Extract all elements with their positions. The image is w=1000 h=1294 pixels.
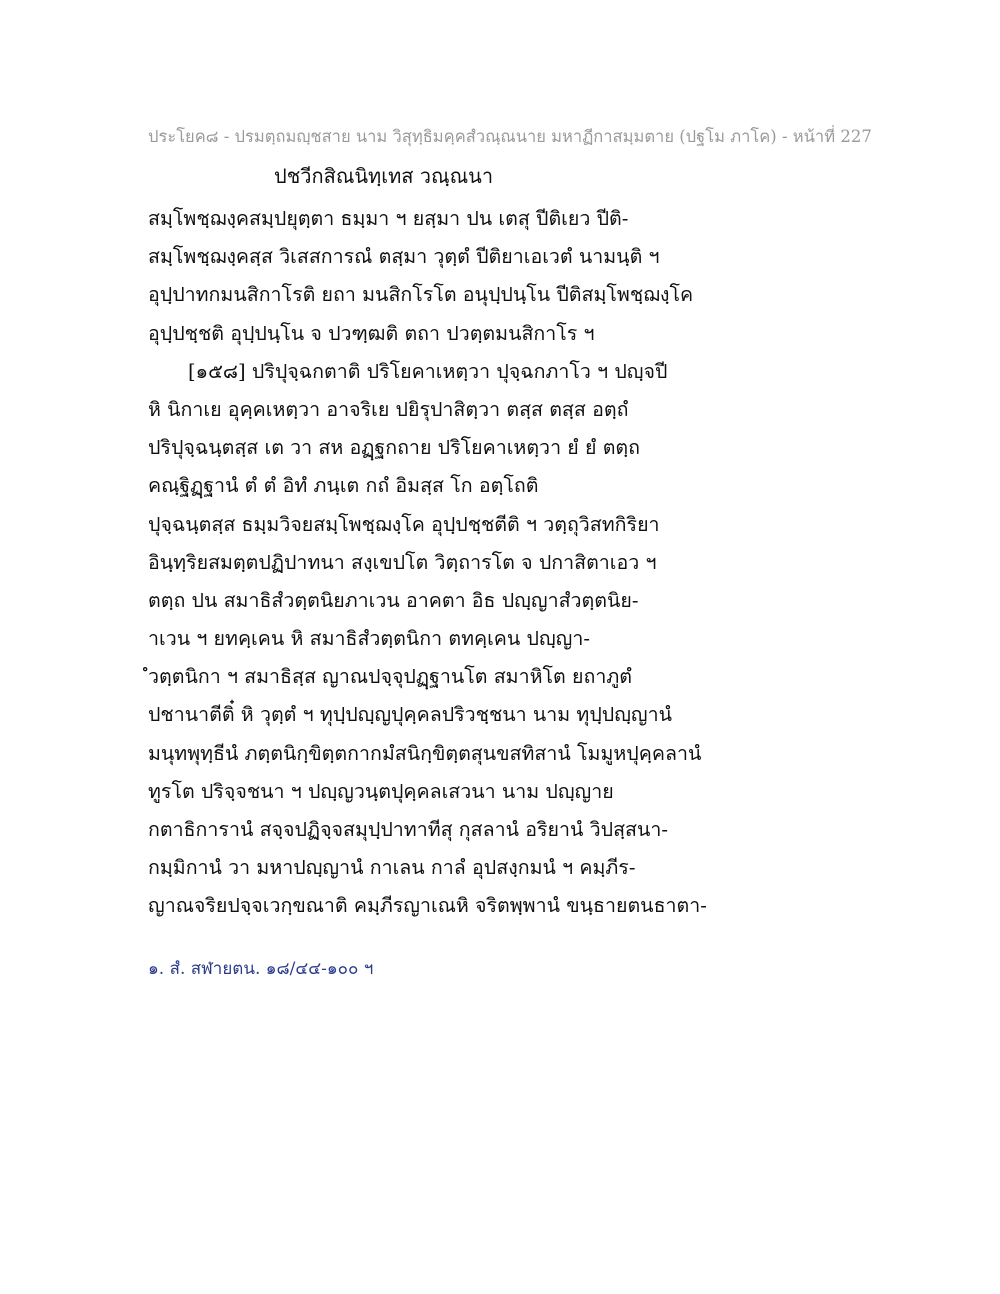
text-line: มนุทพุทฺธีนํ ภตฺตนิกฺขิตฺตกากมํสนิกฺขิตฺตสุนขสทิสานํ โมมูหปุคฺคลานํ <box>148 741 702 765</box>
running-header: ประโยค๘ - ปรมตฺถมญฺชสาย นาม วิสุทฺธิมคฺคสํวณฺณนาย มหาฏีกาสมฺมตาย (ปฐโม ภาโค) - หน้าที่ 227 <box>148 127 872 146</box>
text-line: ปชานาตีติ๋ หิ วุตฺตํ ฯ ทุปฺปญฺญปุคฺคลปริวชฺชนา นาม ทุปฺปญฺญานํ <box>148 703 673 727</box>
text-line: อุปฺปาทกมนสิกาโรติ ยถา มนสิกโรโต อนุปฺปนฺโน ปีติสมฺโพชฺฌงฺโค <box>148 283 694 307</box>
footnote: ๑. สํ. สฬายตน. ๑๘/๔๔-๑๐๐ ฯ <box>148 959 374 979</box>
text-line: ตตฺถ ปน สมาธิสํวตฺตนิยภาเวน อาคตา อิธ ปญฺญาสํวตฺตนิย- <box>148 588 639 612</box>
text-line: ํวตฺตนิกา ฯ สมาธิสฺส ญาณปจฺจุปฏฺฐานโต สมาหิโต ยถาภูตํ <box>148 665 632 689</box>
paragraph-start-line: [๑๕๘] ปริปุจฺฉกตาติ ปริโยคาเหตฺวา ปุจฺฉกภาโว ฯ ปญฺจปี <box>188 359 668 383</box>
body-text <box>148 200 868 926</box>
text-line: อุปฺปชฺชติ อุปฺปนฺโน จ ปวฑฺฒติ ตถา ปวตฺตมนสิกาโร ฯ <box>148 321 595 345</box>
text-line: หิ นิกาเย อุคฺคเหตฺวา อาจริเย ปยิรุปาสิตฺวา ตสฺส ตสฺส อตฺถํ <box>148 397 629 421</box>
text-line: าเวน ฯ ยทคฺเคน หิ สมาธิสํวตฺตนิกา ตทคฺเคน ปญฺญา- <box>148 627 590 651</box>
text-line: กมฺมิกานํ วา มหาปญฺญานํ กาเลน กาลํ อุปสงฺกมนํ ฯ คมฺภีร- <box>148 856 636 880</box>
text-line: ทูรโต ปริจฺจชนา ฯ ปญฺญวนฺตปุคฺคลเสวนา นาม ปญฺญาย <box>148 779 614 803</box>
section-title: ปชวีกสิณนิทฺเทส วณฺณนา <box>274 164 494 188</box>
text-line: อินฺทฺริยสมตฺตปฏิปาทนา สงฺเขปโต วิตฺถารโต จ ปกาสิตาเอว ฯ <box>148 550 657 574</box>
text-line: ญาณจริยปจฺจเวกฺขณาติ คมฺภีรญาเณหิ จริตพฺพานํ ขนฺธายตนธาตา- <box>148 894 707 918</box>
text-line: ปุจฺฉนฺตสฺส ธมฺมวิจยสมฺโพชฺฌงฺโค อุปฺปชฺชตีติ ฯ วตฺถุวิสทกิริยา <box>148 512 660 536</box>
text-line: สมฺโพชฺฌงฺคสมฺปยุตฺตา ธมฺมา ฯ ยสฺมา ปน เตสุ ปีติเยว ปีติ- <box>148 207 629 230</box>
text-line: คณฺฐิฏฺฐานํ ตํ ตํ อิทํ ภนฺเต กถํ อิมสฺส โก อตฺโถติ <box>148 474 539 498</box>
text-line: สมฺโพชฺฌงฺคสฺส วิเสสการณํ ตสฺมา วุตฺตํ ปีติยาเอเวตํ นามนฺติ ฯ <box>148 245 660 269</box>
text-line: กตาธิการานํ สจฺจปฏิจฺจสมุปฺปาทาทีสุ กุสลานํ อริยานํ วิปสฺสนา- <box>148 818 669 841</box>
text-line: ปริปุจฺฉนฺตสฺส เต วา สห อฏฺฐกถาย ปริโยคาเหตฺวา ยํ ยํ ตตฺถ <box>148 436 641 460</box>
